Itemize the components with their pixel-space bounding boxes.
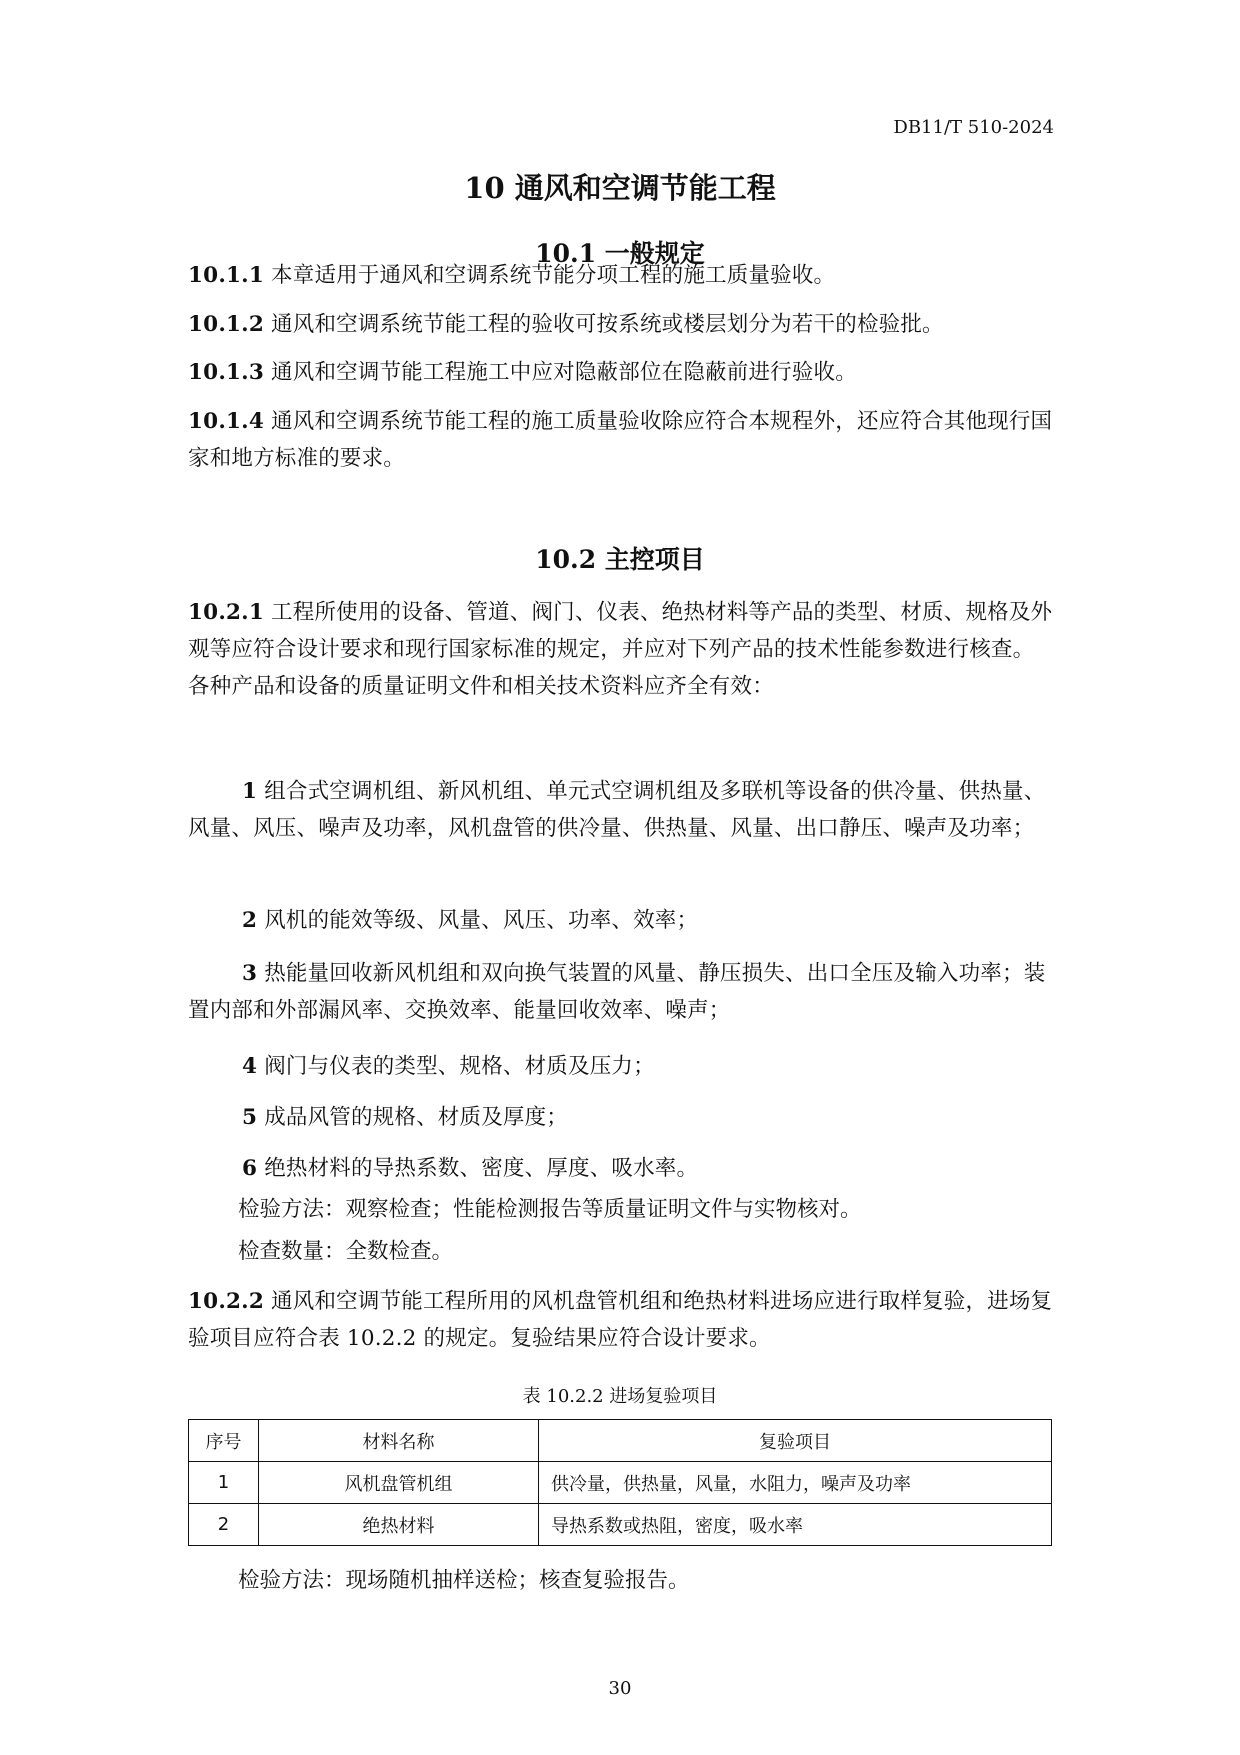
item-number: 2 bbox=[242, 908, 258, 933]
clause-number: 10.1.3 bbox=[188, 360, 265, 385]
clause-number: 10.1.1 bbox=[188, 263, 265, 288]
item-text: 绝热材料的导热系数、密度、厚度、吸水率。 bbox=[257, 1156, 699, 1181]
clause-10-1-3 bbox=[188, 354, 1054, 391]
table-cell: 绝热材料 bbox=[259, 1504, 539, 1546]
inspection-quantity: 检查数量：全数检查。 bbox=[238, 1239, 454, 1264]
table-row bbox=[189, 1462, 1052, 1504]
item-text: 成品风管的规格、材质及厚度； bbox=[257, 1105, 569, 1130]
list-item bbox=[188, 1150, 1054, 1187]
item-number: 1 bbox=[242, 779, 258, 804]
clause-number: 10.2.1 bbox=[188, 600, 265, 625]
column-header: 材料名称 bbox=[259, 1420, 539, 1462]
section-title: 10.1 一般规定 bbox=[535, 239, 705, 268]
table-cell: 导热系数或热阻，密度，吸水率 bbox=[539, 1504, 1052, 1546]
list-item bbox=[188, 902, 1054, 939]
list-item bbox=[188, 955, 1054, 1029]
item-number: 3 bbox=[242, 961, 258, 986]
item-text: 风机的能效等级、风量、风压、功率、效率； bbox=[257, 908, 699, 933]
table-cell: 2 bbox=[189, 1504, 259, 1546]
item-text: 热能量回收新风机组和双向换气装置的风量、静压损失、出口全压及输入功率；装置内部和外部漏风率、交换效率、能量回收效率、噪声； bbox=[188, 961, 1046, 1023]
item-number: 4 bbox=[242, 1054, 258, 1079]
table-row bbox=[189, 1504, 1052, 1546]
clause-10-2-2 bbox=[188, 1283, 1054, 1357]
clause-number: 10.2.2 bbox=[188, 1289, 265, 1314]
item-text: 组合式空调机组、新风机组、单元式空调机组及多联机等设备的供冷量、供热量、风量、风压、噪声及功率，风机盘管的供冷量、供热量、风量、出口静压、噪声及功率； bbox=[188, 779, 1046, 841]
clause-text: 通风和空调系统节能工程的施工质量验收除应符合本规程外，还应符合其他现行国家和地方标准的要求。 bbox=[188, 409, 1053, 471]
chapter-title: 10 通风和空调节能工程 bbox=[464, 171, 776, 205]
document-code: DB11/T 510-2024 bbox=[893, 117, 1054, 138]
clause-text: 通风和空调系统节能工程的验收可按系统或楼层划分为若干的检验批。 bbox=[264, 312, 944, 337]
clause-text: 本章适用于通风和空调系统节能分项工程的施工质量验收。 bbox=[264, 263, 836, 288]
clause-number: 10.1.2 bbox=[188, 312, 265, 337]
table-cell: 风机盘管机组 bbox=[259, 1462, 539, 1504]
clause-number: 10.1.4 bbox=[188, 409, 265, 434]
inspection-method: 检验方法：现场随机抽样送检；核查复验报告。 bbox=[238, 1568, 690, 1593]
item-number: 6 bbox=[242, 1156, 258, 1181]
list-item bbox=[188, 773, 1054, 847]
list-item bbox=[188, 1099, 1054, 1136]
clause-10-2-1 bbox=[188, 594, 1054, 705]
retest-items-table bbox=[188, 1419, 1052, 1546]
table-cell: 供冷量，供热量，风量，水阻力，噪声及功率 bbox=[539, 1462, 1052, 1504]
clause-10-1-2 bbox=[188, 306, 1054, 343]
column-header: 序号 bbox=[189, 1420, 259, 1462]
clause-10-1-4 bbox=[188, 403, 1054, 477]
clause-10-1-1 bbox=[188, 257, 1054, 294]
item-text: 阀门与仪表的类型、规格、材质及压力； bbox=[257, 1054, 655, 1079]
clause-text: 工程所使用的设备、管道、阀门、仪表、绝热材料等产品的类型、材质、规格及外观等应符合设计要求和现行国家标准的规定，并应对下列产品的技术性能参数进行核查。各种产品和设备的质量证明文件和相关技术资料应齐全有效： bbox=[188, 600, 1053, 699]
table-header-row bbox=[189, 1420, 1052, 1462]
column-header: 复验项目 bbox=[539, 1420, 1052, 1462]
inspection-method: 检验方法：观察检查；性能检测报告等质量证明文件与实物核对。 bbox=[238, 1197, 862, 1222]
clause-text: 通风和空调节能工程施工中应对隐蔽部位在隐蔽前进行验收。 bbox=[264, 360, 857, 385]
table-caption: 表 10.2.2 进场复验项目 bbox=[522, 1386, 718, 1407]
table-cell: 1 bbox=[189, 1462, 259, 1504]
item-number: 5 bbox=[242, 1105, 258, 1130]
list-item bbox=[188, 1048, 1054, 1085]
clause-text: 通风和空调节能工程所用的风机盘管机组和绝热材料进场应进行取样复验，进场复验项目应符合表 10.2.2 的规定。复验结果应符合设计要求。 bbox=[188, 1289, 1053, 1351]
section-title: 10.2 主控项目 bbox=[535, 545, 705, 574]
page-number: 30 bbox=[608, 1678, 632, 1699]
